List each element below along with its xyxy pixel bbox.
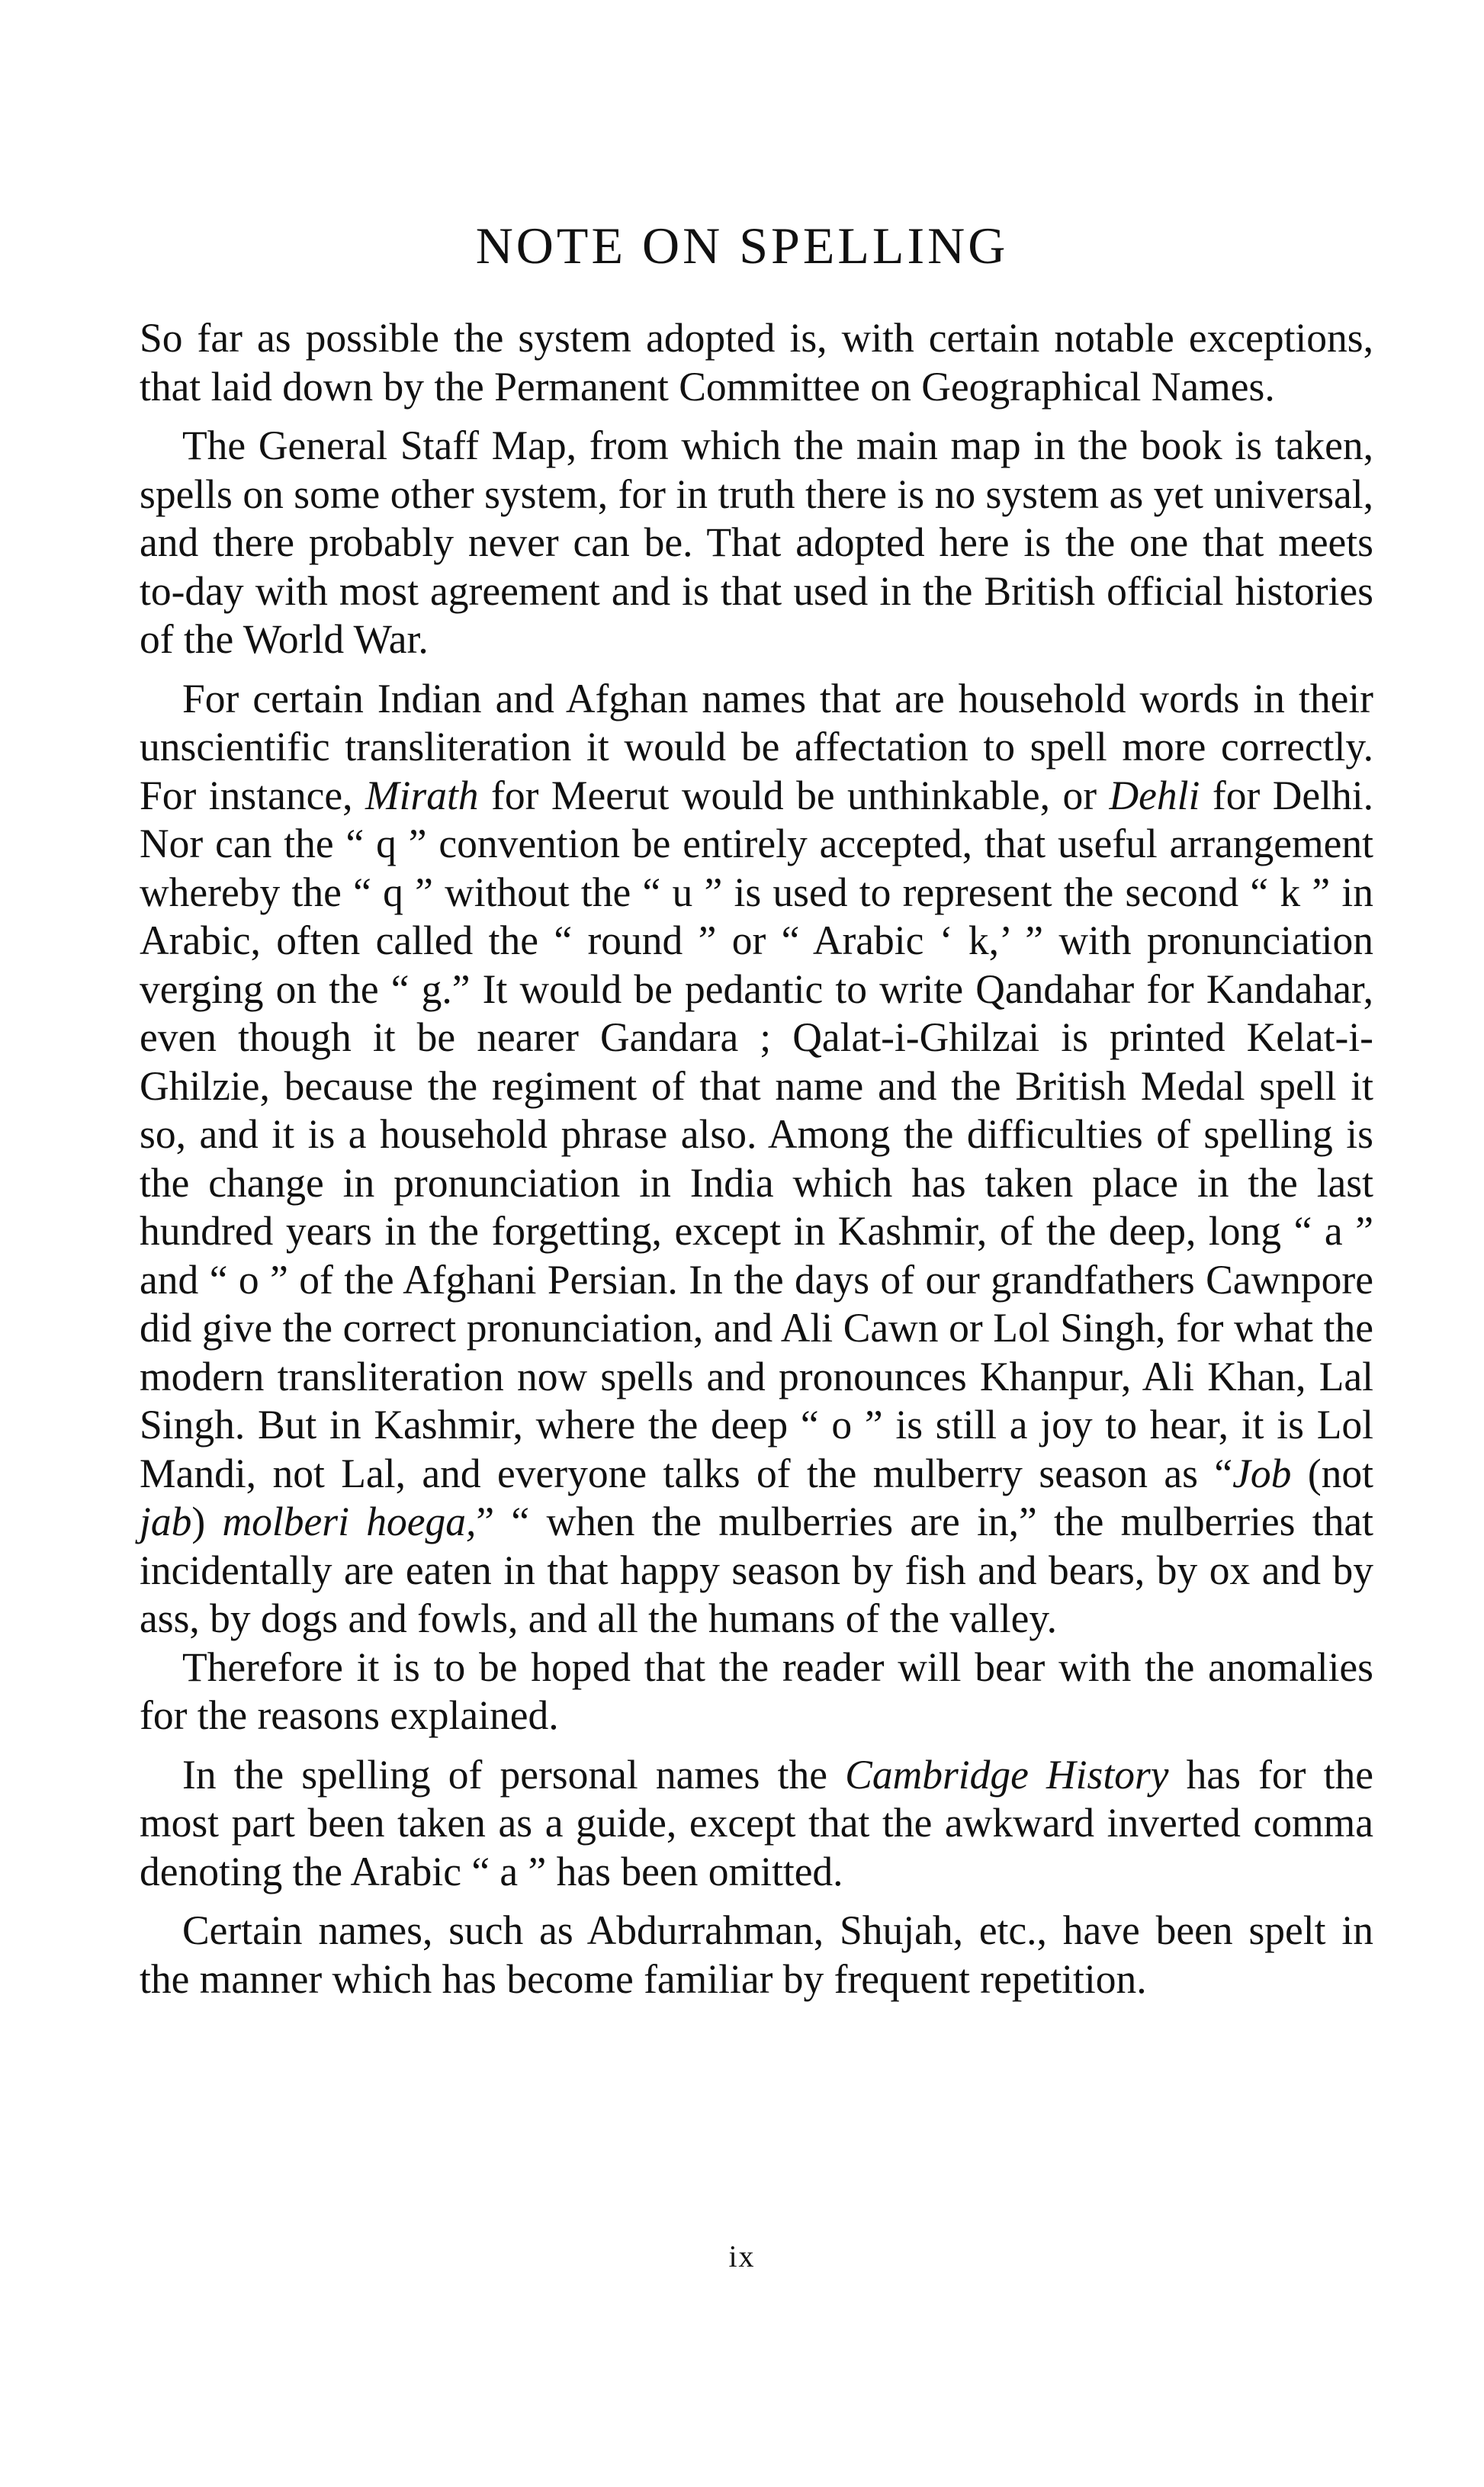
text-segment: for Delhi. Nor can the “ q ” convention be entirely accepted, that useful arrangement whereby the “ q ” without the “ u ” is used to represent the second “ k ” in Arabic, often called the “ round ” or “ Arabic ‘ k,’ ” with pronunciation verging on the “ g.” It would be pedantic to write Qandahar for Kandahar, even though it be nearer Gandara ; Qalat-i-Ghilzai is printed Kelat-i-Ghilzie, because the regiment of that name and the British Medal spell it so, and it is a household phrase also. Among the difficulties of spelling is the change in pronunciation in India which has taken place in the last hundred years in the forgetting, except in Kashmir, of the deep, long “ a ” and “ o ” of the Afghani Persian. In the days of our grandfathers Cawnpore did give the correct pronunciation, and Ali Cawn or Lol Singh, for what the modern transliteration now spells and pronounces Khanpur, Ali Khan, Lal Singh. But in Kashmir, where the deep “ o ” is still a joy to hear, it is Lol Mandi, not Lal, and everyone talks of the mulberry season as “ xyxy=(140,772,1373,1496)
page-number: ix xyxy=(728,2239,756,2273)
text-segment: (not xyxy=(1291,1450,1374,1496)
page-title: NOTE ON SPELLING xyxy=(475,217,1009,275)
paragraph-indian-afghan-names xyxy=(140,675,1373,1644)
text-segment: For certain Indian and Afghan names that are household words in their unscientific transliteration it would be affectation to spell more correctly. For instance, xyxy=(140,675,1373,818)
paragraph-anomalies: Therefore it is to be hoped that the reader will bear with the anomalies for the reasons explained. xyxy=(140,1644,1373,1738)
text-segment: In the spelling of personal names the xyxy=(182,1751,846,1798)
body-text xyxy=(140,314,1373,2014)
italic-term-mirath: Mirath xyxy=(365,772,479,818)
text-segment: for Meerut would be unthinkable, or xyxy=(478,772,1110,818)
text-segment: ” “ when the mulberries are in,” the mulberries that incidentally are eaten in that happy season by fish and bears, by ox and by ass, by dogs and fowls, and all the humans of the valley. xyxy=(140,1499,1373,1641)
paragraph-general-staff-map: The General Staff Map, from which the main map in the book is taken, spells on some other system, for in truth there is no system as yet universal, and there probably never can be. That adopted here is the one that meets to-day with most agreement and is that used in the British official histories of the World War. xyxy=(140,423,1373,662)
paragraph-personal-names xyxy=(140,1751,1373,1897)
italic-term-dehli: Dehli xyxy=(1109,772,1200,818)
italic-title-cambridge-history: Cambridge History xyxy=(845,1751,1169,1798)
text-segment: has for the most part been taken as a guide, except that the awkward inverted comma denoting the Arabic “ a ” has been omitted. xyxy=(140,1751,1373,1894)
italic-term-jab: jab xyxy=(140,1499,192,1544)
italic-phrase-molberi-hoega: molberi hoega, xyxy=(222,1499,477,1544)
italic-term-job: Job xyxy=(1232,1450,1292,1496)
paragraph-system-adopted: So far as possible the system adopted is, with certain notable exceptions, that laid down by the Permanent Committee on Geographical Names. xyxy=(140,315,1373,410)
text-segment: ) xyxy=(191,1499,223,1544)
paragraph-familiar-names: Certain names, such as Abdurrahman, Shujah, etc., have been spelt in the manner which has become familiar by frequent repetition. xyxy=(140,1907,1373,2002)
